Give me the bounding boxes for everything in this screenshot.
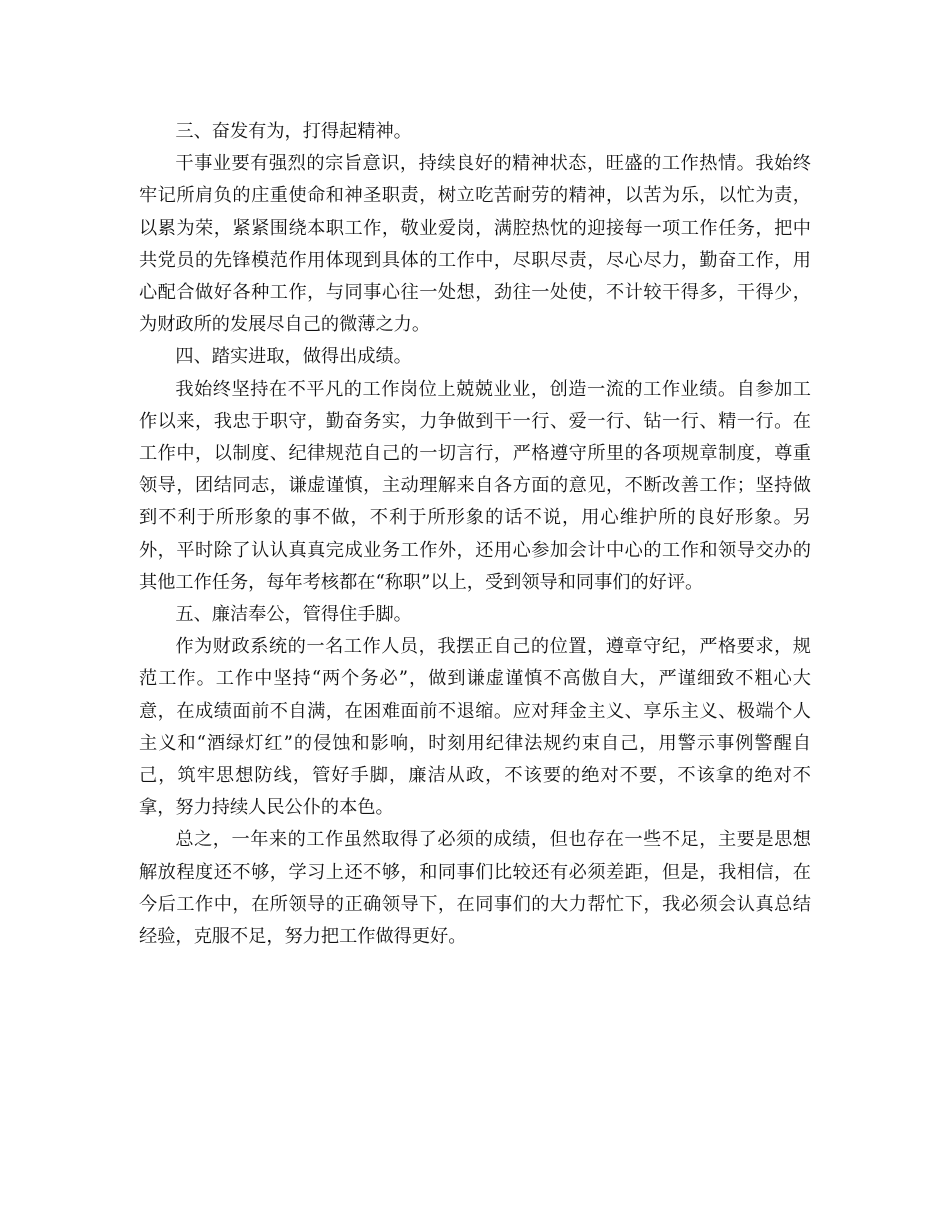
section-heading-five: 五、廉洁奉公，管得住手脚。 (175, 604, 412, 626)
paragraph-achievement: 我始终坚持在不平凡的工作岗位上兢兢业业，创造一流的工作业绩。自参加工作以来，我忠于职守，勤奋务实，力争做到干一行、爱一行、钻一行、精一行。在工作中，以制度、纪律规范自己的一切言行，严格遵守所里的各项规章制度，尊重领导，团结同志，谦虚谨慎，主动理解来自各方面的意见，不断改善工作；坚持做到不利于所形象的事不做，不利于所形象的话不说，用心维护所的良好形象。另外，平时除了认认真真完成业务工作外，还用心参加会计中心的工作和领导交办的其他工作任务，每年考核都在“称职”以上，受到领导和同事们的好评。 (139, 378, 811, 593)
document-body (139, 116, 811, 953)
section-heading-three: 三、奋发有为，打得起精神。 (175, 121, 412, 142)
paragraph-spirit: 干事业要有强烈的宗旨意识，持续良好的精神状态，旺盛的工作热情。我始终牢记所肩负的庄重使命和神圣职责，树立吃苦耐劳的精神，以苦为乐，以忙为责，以累为荣，紧紧围绕本职工作，敬业爱岗，满腔热忱的迎接每一项工作任务，把中共党员的先锋模范作用体现到具体的工作中，尽职尽责，尽心尽力，勤奋工作，用心配合做好各种工作，与同事心往一处想，劲往一处使，不计较干得多，干得少，为财政所的发展尽自己的微薄之力。 (139, 153, 811, 336)
paragraph-integrity: 作为财政系统的一名工作人员，我摆正自己的位置，遵章守纪，严格要求，规范工作。工作中坚持“两个务必”，做到谦虚谨慎不高傲自大，严谨细致不粗心大意，在成绩面前不自满，在困难面前不退缩。应对拜金主义、享乐主义、极端个人主义和“酒绿灯红”的侵蚀和影响，时刻用纪律法规约束自己，用警示事例警醒自己，筑牢思想防线，管好手脚，廉洁从政，不该要的绝对不要，不该拿的绝对不拿，努力持续人民公仆的本色。 (139, 636, 811, 819)
paragraph-conclusion: 总之，一年来的工作虽然取得了必须的成绩，但也存在一些不足，主要是思想解放程度还不够，学习上还不够，和同事们比较还有必须差距，但是，我相信，在今后工作中，在所领导的正确领导下，在同事们的大力帮忙下，我必须会认真总结经验，克服不足，努力把工作做得更好。 (139, 829, 811, 948)
section-heading-four: 四、踏实进取，做得出成绩。 (175, 346, 412, 368)
